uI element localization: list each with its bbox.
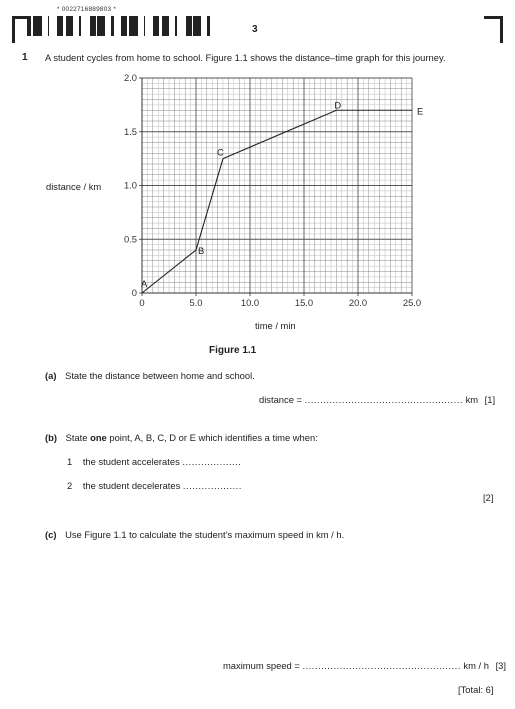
barcode-number: * 0022716889803 * <box>57 6 117 13</box>
part-b-label: (b) <box>45 432 57 443</box>
x-tick-label: 20.0 <box>348 297 368 308</box>
x-tick-label: 25.0 <box>402 297 422 308</box>
x-tick-label: 10.0 <box>240 297 260 308</box>
item-1-number: 1 <box>67 456 73 467</box>
figure-caption: Figure 1.1 <box>209 345 257 356</box>
decelerates-answer-field[interactable]: ................... <box>182 480 242 491</box>
part-b <box>45 432 318 443</box>
point-label-d: D <box>334 99 342 111</box>
part-a-marks: [1] <box>484 394 496 405</box>
point-label-c: C <box>217 146 224 158</box>
x-axis-label: time / min <box>255 320 296 331</box>
part-c-text: Use Figure 1.1 to calculate the student’s maximum speed in km / h. <box>65 529 345 540</box>
distance-unit: km <box>465 394 479 405</box>
x-tick-label: 5.0 <box>189 297 203 308</box>
max-speed-unit: km / h <box>463 660 489 671</box>
part-c-answer-line <box>223 660 506 671</box>
part-b-text-bold: one <box>90 432 107 443</box>
question-intro: A student cycles from home to school. Figure 1.1 shows the distance–time graph for this journey. <box>45 52 446 63</box>
item-2-text: the student decelerates <box>82 480 181 491</box>
part-c-marks: [3] <box>495 660 506 671</box>
point-label-b: B <box>198 245 205 256</box>
max-speed-answer-field[interactable]: ................................................... <box>302 660 461 671</box>
part-b-item-1 <box>67 456 241 467</box>
page-number: 3 <box>252 24 258 35</box>
max-speed-prefix: maximum speed = <box>223 660 300 671</box>
total-marks: [Total: 6] <box>458 684 494 695</box>
y-tick-label: 0 <box>131 287 137 298</box>
y-tick-label: 1.0 <box>123 179 137 191</box>
item-2-number: 2 <box>67 480 73 491</box>
accelerates-answer-field[interactable]: ................... <box>182 456 242 467</box>
part-a-answer-line <box>259 394 495 405</box>
x-tick-label: 0 <box>139 297 145 308</box>
y-tick-label: 2.0 <box>123 72 137 83</box>
part-a-text: State the distance between home and school. <box>65 370 255 381</box>
distance-time-chart <box>0 0 515 340</box>
y-tick-label: 0.5 <box>123 233 137 245</box>
part-a-label: (a) <box>45 370 57 381</box>
question-number: 1 <box>22 52 28 63</box>
y-tick-label: 1.5 <box>123 125 137 137</box>
part-b-text-before: State <box>65 432 91 443</box>
part-c <box>45 529 344 540</box>
point-label-e: E <box>417 105 424 117</box>
item-1-text: the student accelerates <box>82 456 180 467</box>
x-tick-label: 15.0 <box>294 297 314 308</box>
distance-prefix: distance = <box>259 394 302 405</box>
part-b-marks: [2] <box>483 492 494 503</box>
y-tick-labels <box>124 72 142 298</box>
y-axis-label: distance / km <box>46 181 102 192</box>
part-c-label: (c) <box>45 529 57 540</box>
x-tick-labels <box>139 293 421 308</box>
point-label-a: A <box>141 278 148 289</box>
part-b-item-2 <box>67 480 242 491</box>
distance-answer-field[interactable]: ................................................... <box>304 394 463 405</box>
part-b-text-after: point, A, B, C, D or E which identifies a time when: <box>106 432 318 443</box>
part-a <box>45 370 255 381</box>
